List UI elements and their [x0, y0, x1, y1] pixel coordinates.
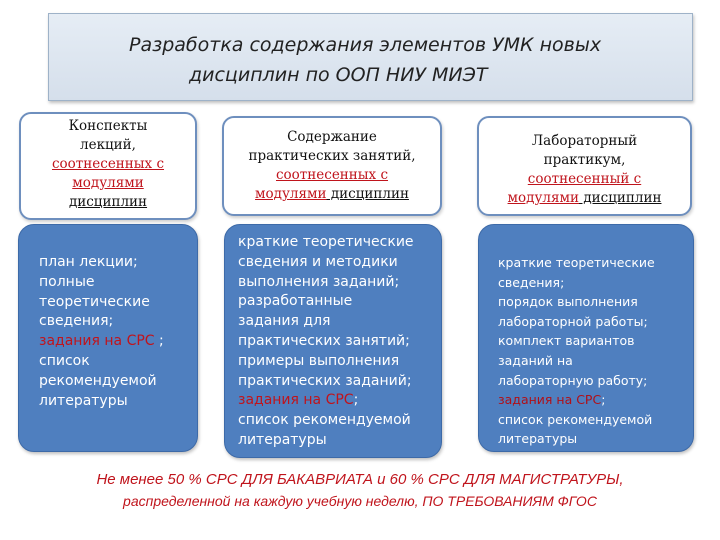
lab-header-line: практикум, [543, 152, 626, 168]
lectures-header-modules-link: модулями [72, 175, 144, 191]
list-item: список [39, 352, 90, 369]
lectures-header-modules-link: соотнесенных с [51, 156, 165, 172]
list-item: порядок выполнения [498, 294, 638, 310]
lab-header-line: Лабораторный [531, 133, 638, 149]
list-item: выполнения заданий; [238, 273, 400, 290]
lab-content [478, 224, 694, 452]
list-item [39, 332, 197, 352]
list-item: сведения и методики [238, 253, 398, 270]
practice-header [222, 116, 442, 216]
list-item: литературы [39, 392, 128, 409]
list-item: сведения; [39, 313, 114, 330]
list-item: сведения; [498, 274, 565, 290]
list-item: лабораторную работу; [498, 372, 648, 388]
practice-header-line: дисциплин [326, 186, 409, 202]
practice-header-modules-link: модулями [255, 186, 327, 202]
title-banner [48, 13, 693, 101]
lab-header-modules-link: модулями [507, 190, 580, 206]
lab-header-line: дисциплин [579, 190, 662, 206]
list-item: список рекомендуемой [238, 412, 411, 429]
lectures-header [19, 112, 197, 220]
list-item-suffix: ; [353, 392, 359, 409]
practice-header-line: Содержание [287, 129, 377, 145]
list-item: задания для [238, 313, 331, 330]
footer-requirement-line-2: распределенной на каждую учебную неделю, ПО ТРЕБОВАНИЯМ ФГОС [123, 493, 597, 509]
list-item [238, 391, 441, 411]
practice-header-modules-link: соотнесенных с [275, 167, 389, 183]
list-item: теоретические [39, 293, 150, 310]
practice-header-line: практических занятий, [248, 148, 416, 164]
lectures-header-line: лекций, [80, 137, 136, 153]
list-item: полные [39, 273, 95, 290]
list-item: практических заданий; [238, 372, 412, 389]
list-item-suffix: ; [601, 392, 606, 408]
srs-task-item: задания на СРС [498, 392, 602, 408]
list-item: литературы [498, 431, 578, 447]
lectures-header-line: дисциплин [68, 194, 148, 210]
srs-task-item: задания на СРС [238, 392, 354, 409]
list-item: план лекции; [39, 254, 138, 270]
list-item-suffix: ; [154, 333, 164, 350]
list-item: рекомендуемой [39, 372, 157, 389]
list-item: примеры выполнения [238, 352, 400, 369]
list-item: список рекомендуемой [498, 411, 653, 427]
footer-requirement-line-1: Не менее 50 % СРС ДЛЯ БАКАВРИАТА и 60 % СРС ДЛЯ МАГИСТРАТУРЫ, [96, 471, 624, 488]
list-item: краткие теоретические [498, 255, 655, 270]
list-item: разработанные [238, 293, 353, 310]
list-item: лабораторной работы; [498, 313, 648, 329]
practice-content [224, 224, 442, 458]
list-item: краткие теоретические [238, 234, 414, 250]
lectures-content [18, 224, 198, 452]
lab-header [477, 116, 692, 216]
list-item: комплект вариантов [498, 333, 635, 349]
srs-task-item: задания на СРС [39, 333, 155, 350]
title-line-1: Разработка содержания элементов УМК новых [129, 34, 602, 56]
title-line-2: дисциплин по ООП НИУ МИЭТ [189, 64, 488, 86]
list-item [498, 390, 693, 410]
list-item: литературы [238, 431, 327, 448]
lab-header-modules-link: соотнесенный с [527, 171, 642, 187]
lectures-header-line: Конспекты [68, 118, 148, 134]
list-item: практических занятий; [238, 332, 410, 349]
list-item: заданий на [498, 352, 573, 368]
